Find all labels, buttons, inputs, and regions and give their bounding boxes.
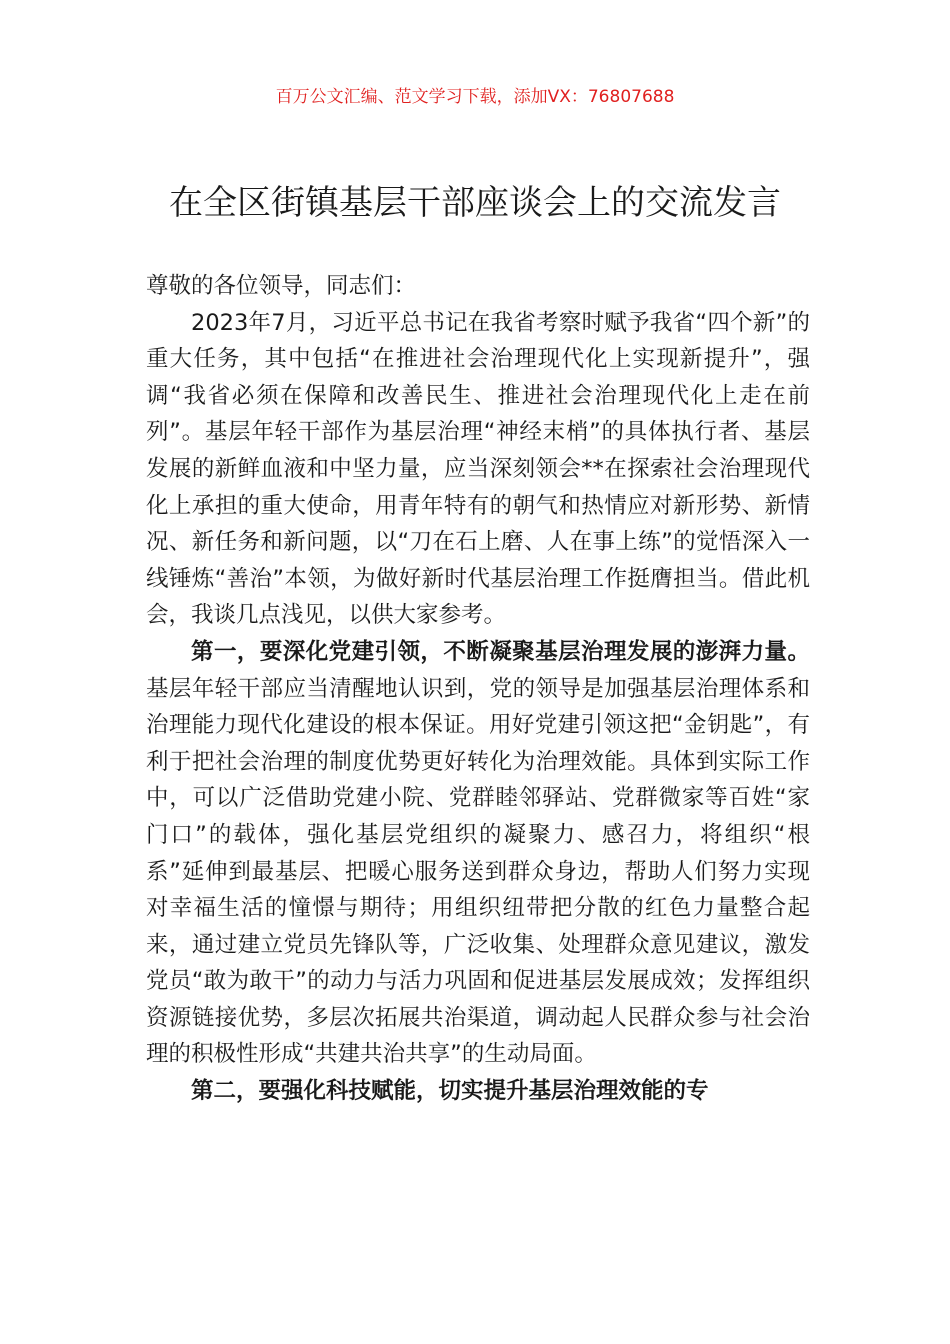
salutation: 尊敬的各位领导，同志们：: [146, 273, 417, 299]
paragraph-intro: [146, 305, 810, 634]
paragraph-lead: 第一，要深化党建引领，不断凝聚基层治理发展的澎湃力量。: [191, 638, 810, 665]
header-banner: 百万公文汇编、范文学习下载，添加VX：76807688: [275, 87, 675, 107]
paragraph-text: 基层年轻干部应当清醒地认识到，党的领导是加强基层治理体系和治理能力现代化建设的根本保证。用好党建引领这把“金钥匙”，有利于把社会治理的制度优势更好转化为治理效能。具体到实际工作中，可以广泛借助党建小院、党群睦邻驿站、党群微家等百姓“家门口”的载体，强化基层党组织的凝聚力、感召力，将组织“根系”延伸到最基层、把暖心服务送到群众身边，帮助人们努力实现对幸福生活的憧憬与期待；用组织纽带把分散的红色力量整合起来，通过建立党员先锋队等，广泛收集、处理群众意见建议，激发党员“敢为敢干”的动力与活力巩固和促进基层发展成效；发挥组织资源链接优势，多层次拓展共治渠道，调动起人民群众参与社会治理的积极性形成“共建共治共享”的生动局面。: [146, 675, 810, 1068]
paragraph-second-point: [146, 1073, 810, 1110]
paragraph-lead: 第二，要强化科技赋能，切实提升基层治理效能的专: [191, 1078, 709, 1105]
page-title: 在全区街镇基层干部座谈会上的交流发言: [169, 183, 781, 223]
document-body: [146, 268, 810, 1110]
paragraph-text: 2023年7月，习近平总书记在我省考察时赋予我省“四个新”的重大任务，其中包括“在推进社会治理现代化上实现新提升”，强调“我省必须在保障和改善民生、推进社会治理现代化上走在前列”。基层年轻干部作为基层治理“神经末梢”的具体执行者、基层发展的新鲜血液和中坚力量，应当深刻领会**在探索社会治理现代化上承担的重大使命，用青年特有的朝气和热情应对新形势、新情况、新任务和新问题，以“刀在石上磨、人在事上练”的觉悟深入一线锤炼“善治”本领，为做好新时代基层治理工作挺膺担当。借此机会，我谈几点浅见，以供大家参考。: [146, 309, 810, 629]
paragraph-first-point: [146, 634, 810, 1073]
